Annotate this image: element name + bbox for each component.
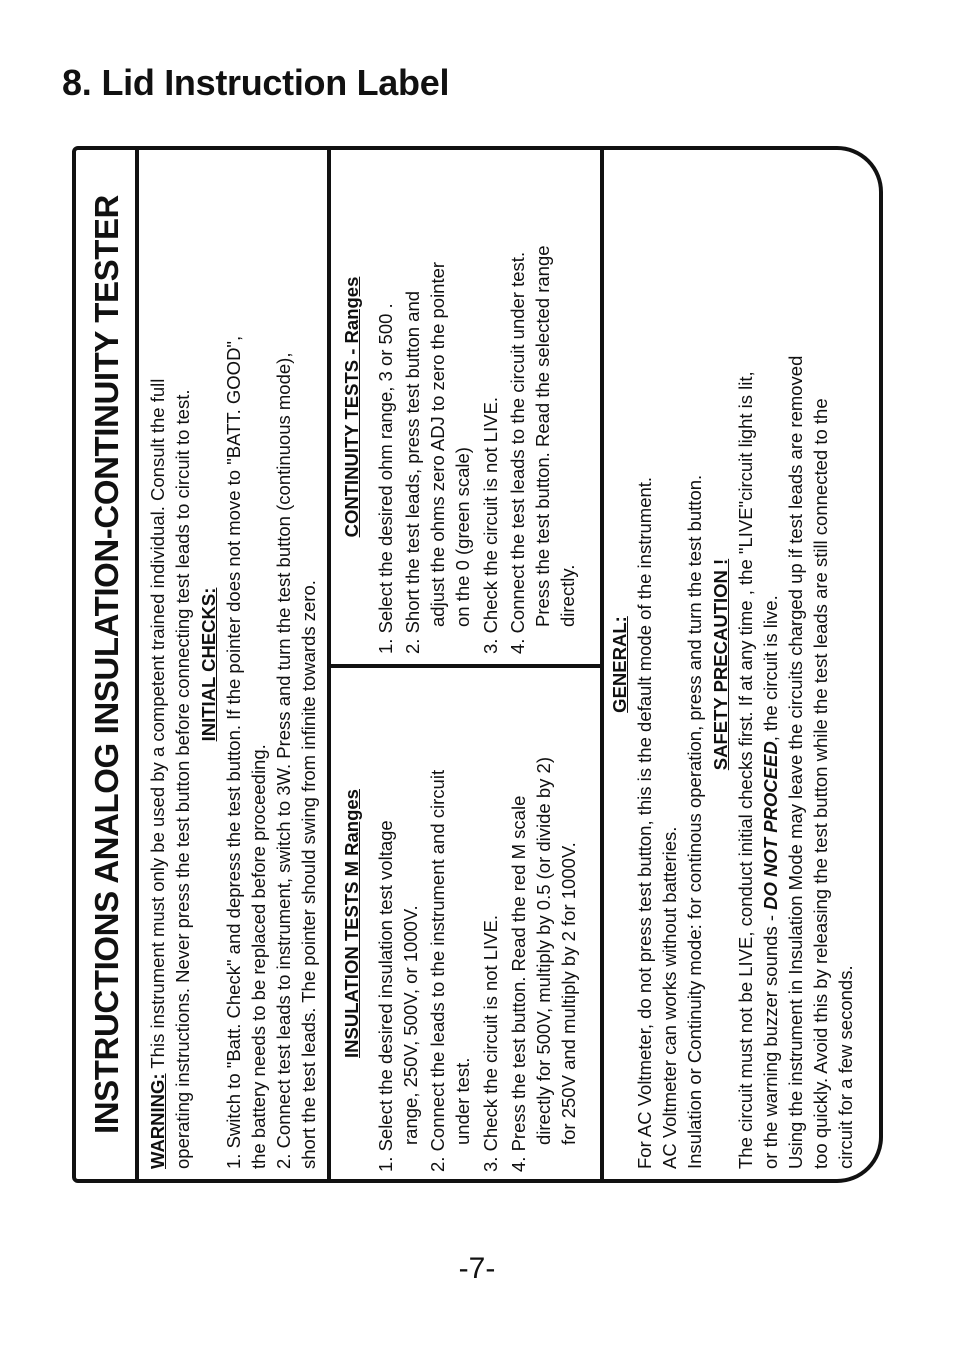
insulation-step: range, 250V, 500V, or 1000V. [400, 905, 421, 1145]
instruction-label [75, 150, 878, 1179]
section-number: 8. [62, 62, 92, 103]
title-divider [135, 150, 139, 1179]
continuity-step: 1. Select the desired ohm range, 3 or 500 . [375, 303, 396, 654]
initial-check-line: the battery needs to be replaced before proceeding. [248, 744, 269, 1169]
general-line: AC Voltmeter can works without batteries. [659, 826, 680, 1169]
continuity-heading: CONTINUITY TESTS - Ranges [341, 276, 362, 538]
section-heading [62, 62, 449, 104]
insulation-step: 2. Connect the leads to the instrument and circuit [427, 769, 448, 1172]
continuity-step: 2. Short the test leads, press test button and [402, 290, 423, 654]
general-heading: GENERAL: [609, 616, 630, 713]
page-number: -7- [458, 1252, 496, 1285]
continuity-step: directly. [557, 564, 578, 627]
insulation-heading: INSULATION TESTS M Ranges [341, 789, 362, 1058]
initial-check-line: 1. Switch to "Batt. Check" and depress the test button. If the pointer does not move to "BATT. GOOD", [223, 335, 244, 1169]
warning-line-1: WARNING: This instrument must only be used by a competent trained individual. Consult the full [147, 378, 168, 1169]
safety-line: too quickly. Avoid this by releasing the test button while the test leads are still connected to the [810, 398, 831, 1169]
warning-label: WARNING: [147, 1073, 168, 1169]
insulation-step: directly for 500V, multiply by 0.5 (or divide by 2) [533, 757, 554, 1145]
safety-heading: SAFETY PRECAUTION ! [710, 558, 731, 771]
insulation-step: 3. Check the circuit is not LIVE. [480, 914, 501, 1172]
continuity-step: on the 0 (green scale) [452, 447, 473, 627]
continuity-step: Press the test button. Read the selected range [532, 245, 553, 627]
column-divider [327, 664, 600, 668]
initial-checks-heading: INITIAL CHECKS: [198, 587, 219, 742]
safety-line: The circuit must not be LIVE, conduct initial checks first. If at any time , the "LIVE"circuit light is lit, [735, 371, 756, 1169]
label-title: INSTRUCTIONS ANALOG INSULATION-CONTINUITY TESTER [88, 195, 125, 1135]
insulation-step: under test. [452, 1057, 473, 1145]
section-title: Lid Instruction Label [101, 62, 450, 103]
section-divider [600, 150, 604, 1179]
general-line: Insulation or Continuity mode: for continous operation, press and turn the test button. [684, 474, 705, 1169]
insulation-step: for 250V and multiply by 2 for 1000V. [558, 842, 579, 1145]
general-line: For AC Voltmeter, do not press test button, this is the default mode of the instrument. [634, 476, 655, 1169]
continuity-step: 4. Connect the test leads to the circuit under test. [507, 251, 528, 654]
continuity-step: adjust the ohms zero ADJ to zero the pointer [427, 261, 448, 627]
do-not-proceed-warning: DO NOT PROCEED [760, 741, 781, 910]
safety-line: or the warning buzzer sounds - DO NOT PROCEED, the circuit is live. [760, 595, 781, 1169]
safety-line: circuit for a few seconds. [835, 965, 856, 1169]
insulation-step: 1. Select the desired insulation test voltage [375, 820, 396, 1172]
continuity-step: 3. Check the circuit is not LIVE. [480, 396, 501, 654]
warning-line-2: operating instructions. Never press the test button before connecting test leads to circuit to test. [172, 389, 193, 1169]
insulation-step: 4. Press the test button. Read the red M scale [508, 795, 529, 1172]
safety-line: Using the instrument in Insulation Mode may leave the circuits charged up if test leads are removed [785, 355, 806, 1169]
initial-check-line: 2. Connect test leads to instrument, switch to 3W. Press and turn the test button (continuous mode), [273, 352, 294, 1169]
initial-check-line: short the test leads. The pointer should swing from infinite towards zero. [298, 580, 319, 1169]
